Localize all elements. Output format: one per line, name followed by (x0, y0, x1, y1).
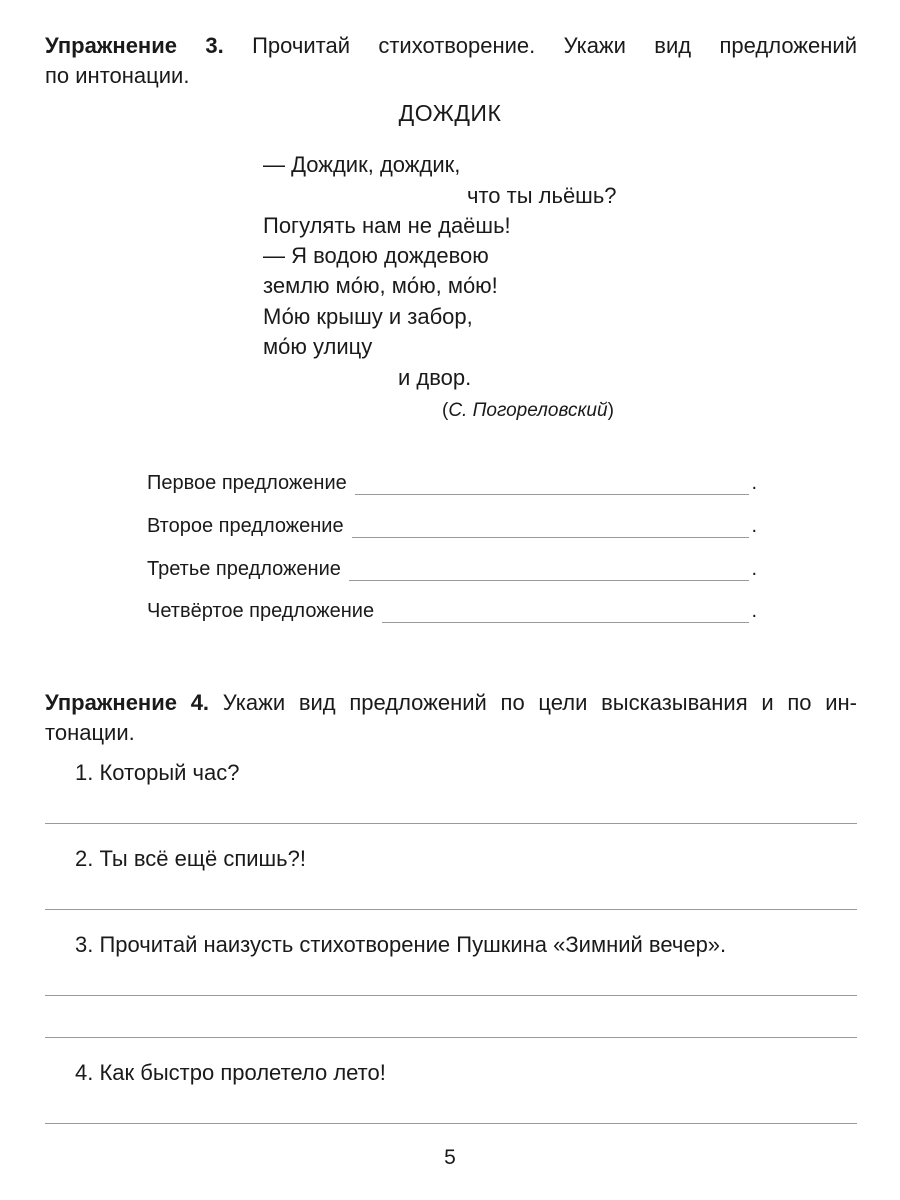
answer-rule-2[interactable] (45, 909, 857, 910)
answer-rule-3b[interactable] (45, 1037, 857, 1038)
fill-row-1: Первое предложение . (147, 472, 757, 494)
answer-rule-3a[interactable] (45, 995, 857, 996)
poem-line-4: — Я водою дождевою (263, 243, 489, 268)
poem-line-7: мо́ю улицу (263, 334, 373, 359)
fill-label-2: Второе предложение (147, 515, 344, 537)
answer-line-3[interactable] (349, 562, 750, 581)
fill-row-2: Второе предложение . (147, 515, 757, 537)
poem-title: ДОЖДИК (398, 100, 502, 126)
exercise3-label: Упражнение 3. (45, 33, 224, 58)
exercise3-text-line2: по интонации. (45, 63, 190, 88)
poem-line-3: Погулять нам не даёшь! (263, 213, 511, 238)
poem-line-6: Мо́ю крышу и забор, (263, 304, 473, 329)
poem-line-5: землю мо́ю, мо́ю, мо́ю! (263, 273, 498, 298)
poem-author: (С. Погореловский) (442, 400, 614, 421)
answer-line-2[interactable] (352, 519, 750, 538)
fill-label-4: Четвёртое предложение (147, 600, 375, 622)
question-4: 4. Как быстро пролетело лето! (75, 1060, 386, 1085)
exercise4-text-line1: Укажи вид предложений по цели высказывания и по ин- (222, 690, 857, 715)
exercise3-instruction (45, 31, 857, 91)
page-number: 5 (444, 1146, 456, 1169)
question-1: 1. Который час? (75, 760, 240, 785)
answer-rule-1[interactable] (45, 823, 857, 824)
poem-line-8: и двор. (398, 365, 472, 390)
poem-line-2: что ты льёшь? (467, 183, 617, 208)
fill-row-4: Четвёртое предложение . (147, 600, 757, 622)
question-2: 2. Ты всё ещё спишь?! (75, 846, 306, 871)
exercise4-text-line2: тонации. (45, 720, 135, 745)
fill-label-3: Третье предложение (147, 558, 341, 580)
answer-line-4[interactable] (382, 604, 749, 623)
poem-line-1: — Дождик, дождик, (263, 152, 461, 177)
answer-line-1[interactable] (355, 476, 750, 495)
exercise4-label: Упражнение 4. (45, 690, 210, 715)
question-3: 3. Прочитай наизусть стихотворение Пушкина «Зимний вечер». (75, 932, 727, 957)
fill-label-1: Первое предложение (147, 472, 347, 494)
exercise3-text-line1: Прочитай стихотворение. Укажи вид предложений (252, 33, 857, 58)
answer-rule-4[interactable] (45, 1123, 857, 1124)
exercise4-instruction (45, 688, 857, 748)
fill-row-3: Третье предложение . (147, 558, 757, 580)
